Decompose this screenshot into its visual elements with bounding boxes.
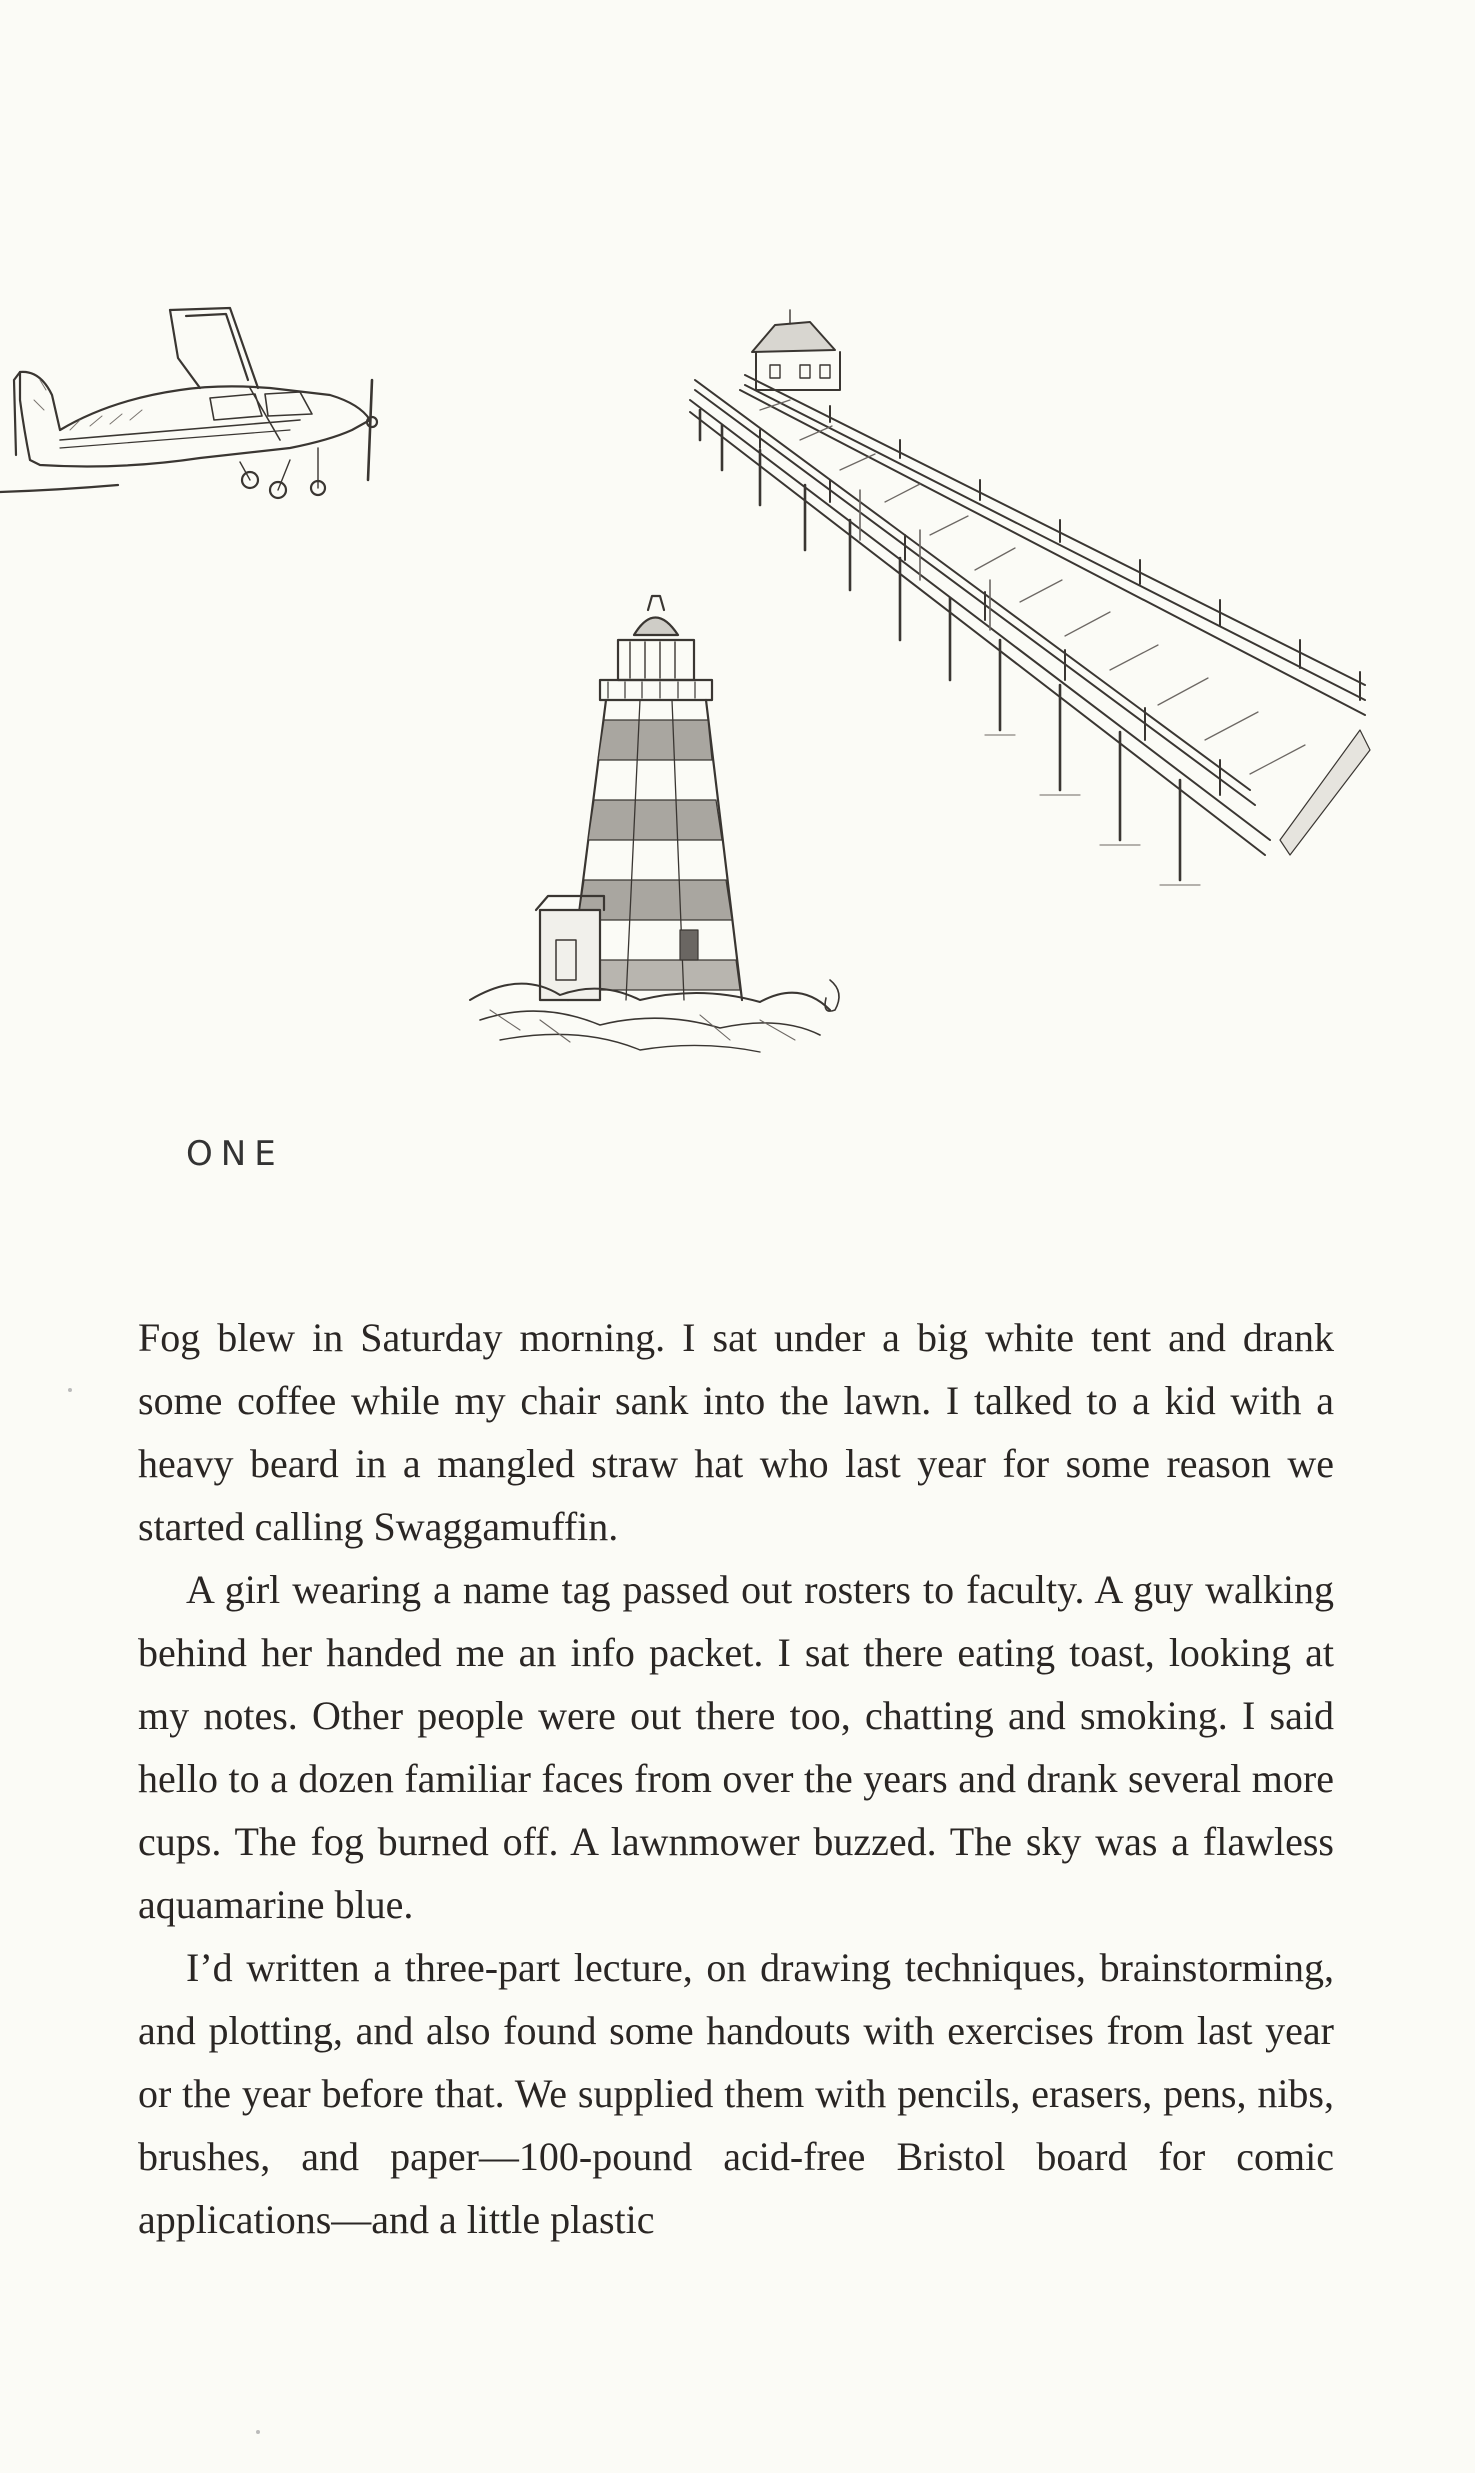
paragraph: A girl wearing a name tag passed out rosters to faculty. A guy walking behind her handed me an info packet. I sat there eating toast, looking at my notes. Other people were out there too, chatting and smoking. I said hello to a dozen familiar faces from over the years and drank several more cups. The fog burned off. A lawnmower buzzed. The sky was a flawless aquamarine blue. [138, 1567, 1334, 1927]
airplane-sketch [0, 308, 377, 498]
pier-sketch [690, 310, 1370, 885]
chapter-illustration [0, 280, 1475, 1180]
paragraph: I’d written a three-part lecture, on drawing techniques, brainstorming, and plotting, and also found some handouts with exercises from last year or the year before that. We supplied them with pencils, erasers, pens, nibs, brushes, and paper—100-pound acid-free Bristol board for comic applications—and a little plastic [138, 1945, 1334, 2242]
paper-speck [256, 2430, 260, 2434]
paper-speck [68, 1388, 72, 1392]
paragraph: Fog blew in Saturday morning. I sat under a big white tent and drank some coffee while my chair sank into the lawn. I talked to a kid with a heavy beard in a mangled straw hat who last year for some reason we started calling Swaggamuffin. [138, 1315, 1334, 1549]
lighthouse-sketch [470, 596, 839, 1052]
body-text [138, 1306, 1334, 2251]
chapter-heading: ONE [186, 1134, 284, 1174]
